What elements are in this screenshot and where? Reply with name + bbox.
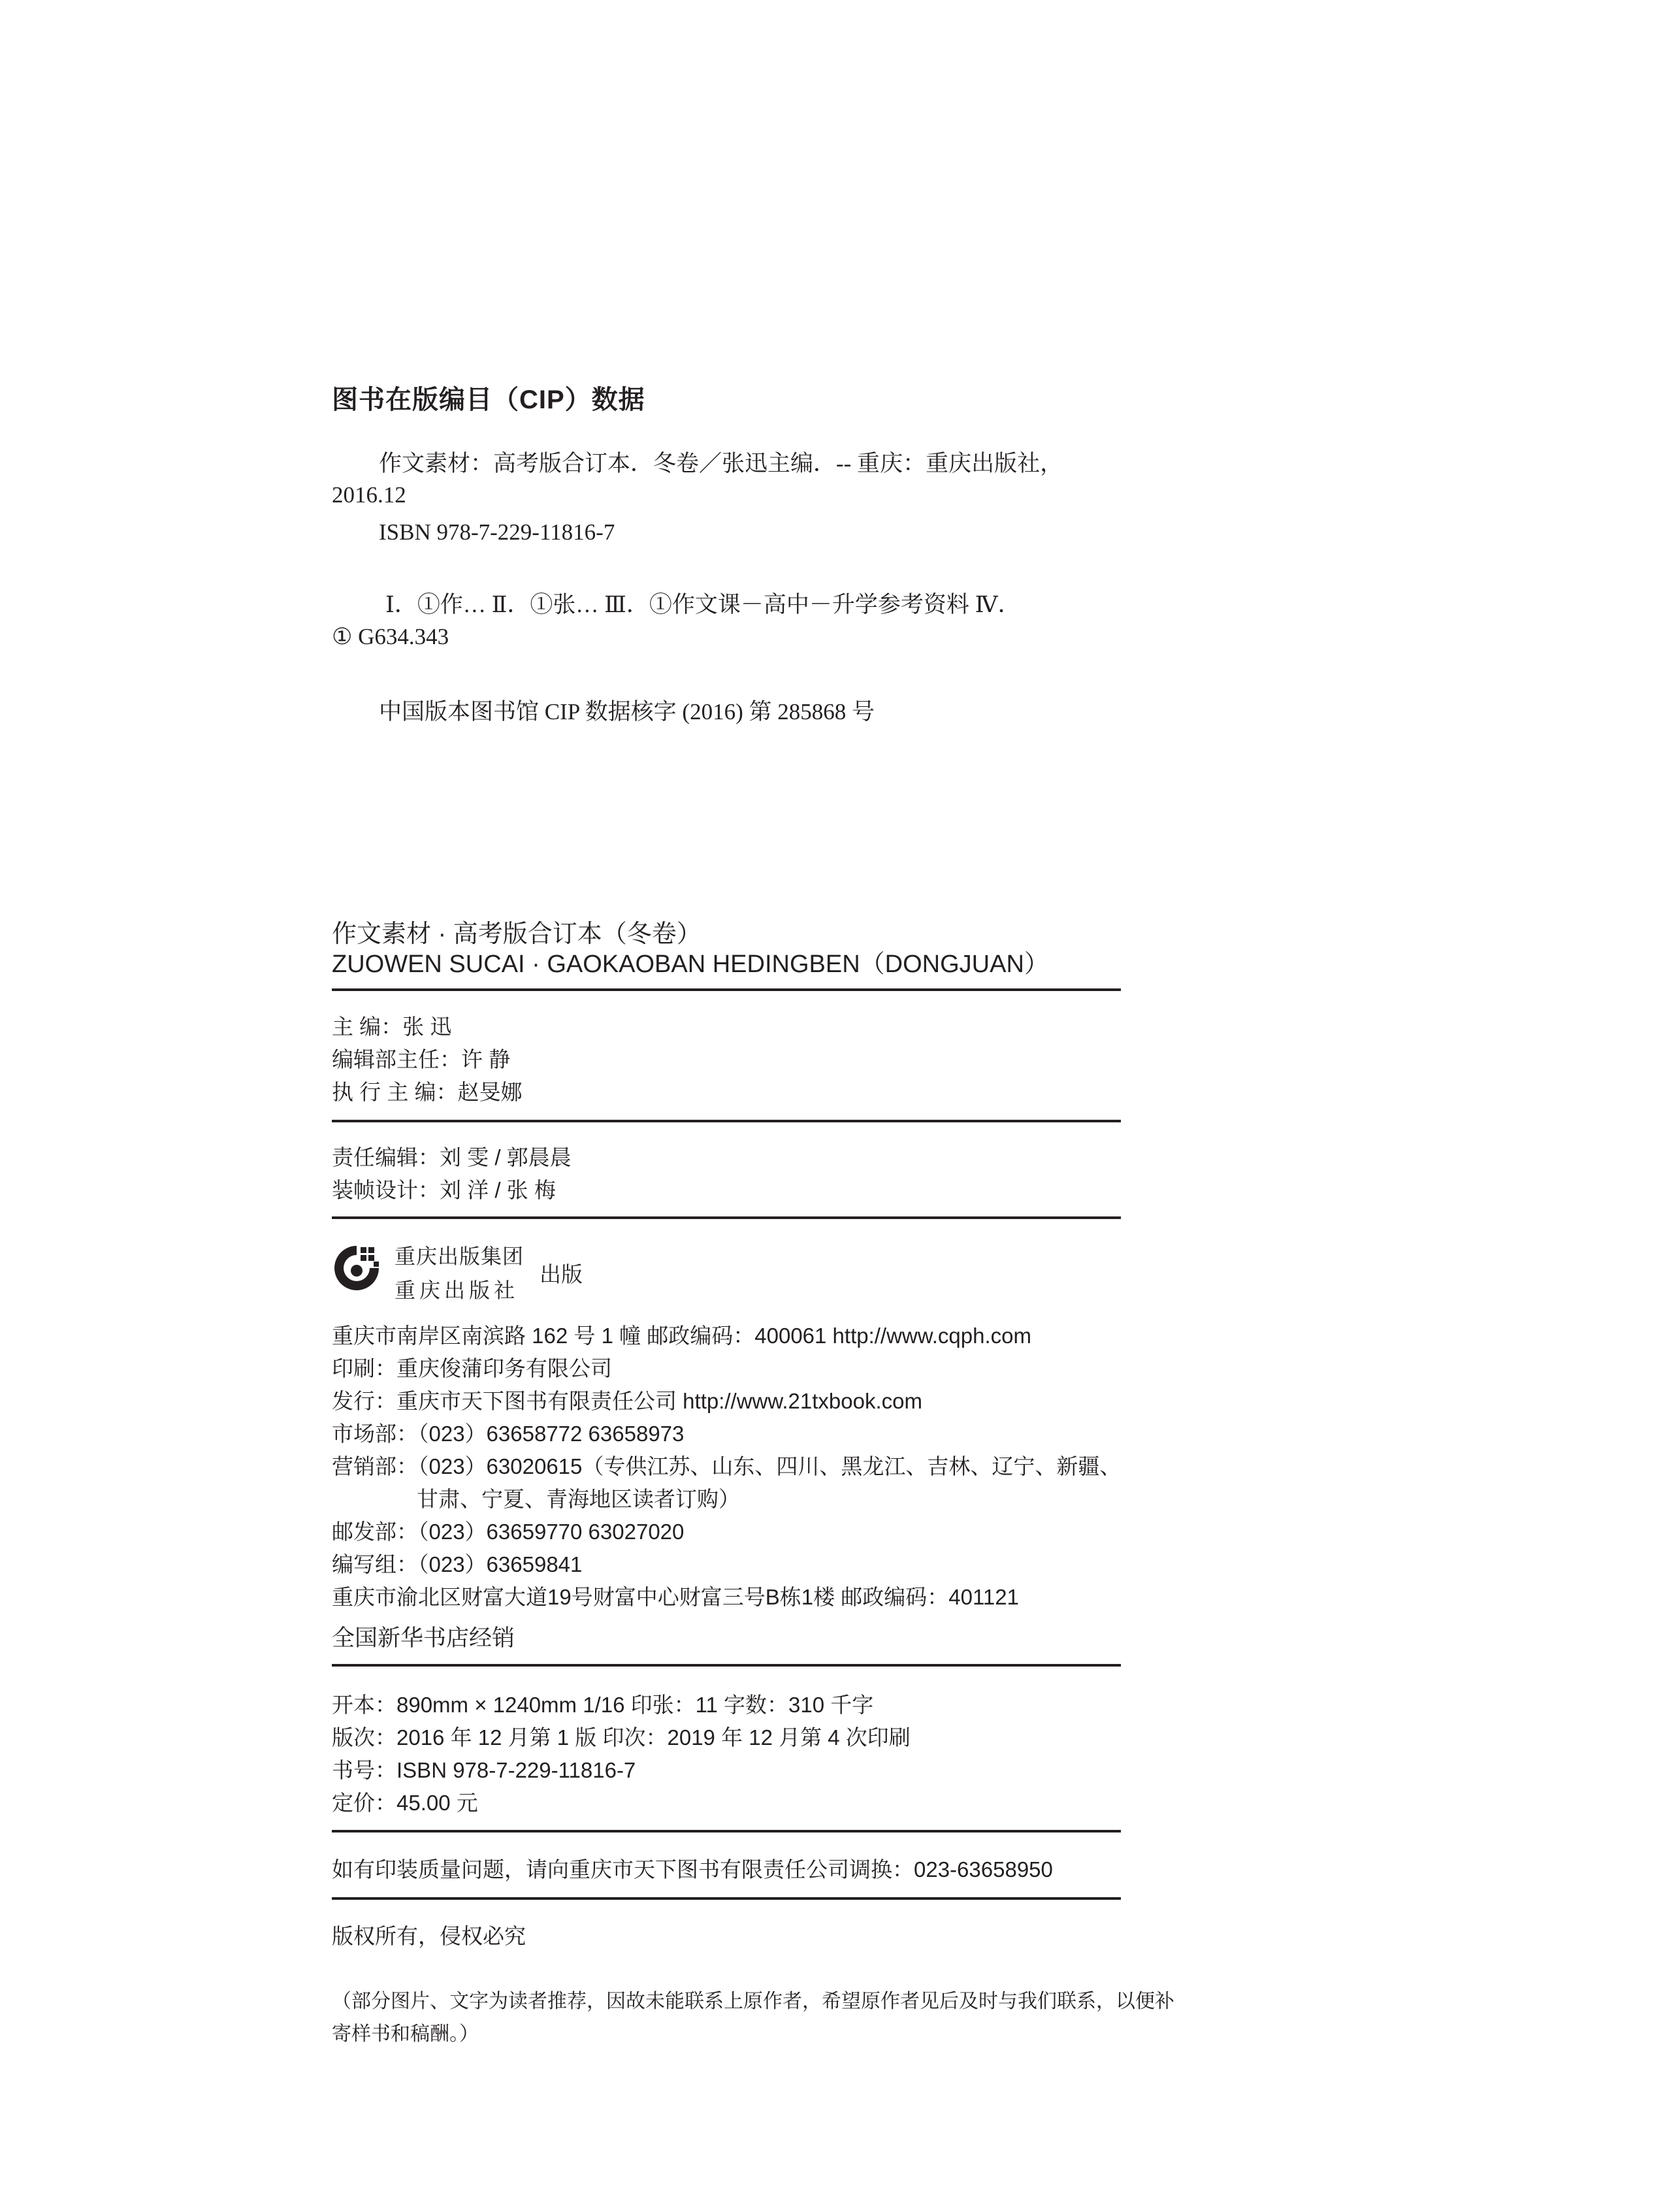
- cip-isbn-line: ISBN 978-7-229-11816-7: [379, 519, 615, 545]
- responsible-editor: 责任编辑：刘 雯 / 郭晨晨: [332, 1145, 572, 1169]
- divider: [332, 988, 1121, 991]
- published-label: 出版: [540, 1262, 583, 1286]
- divider: [332, 1120, 1121, 1122]
- cover-designer: 装帧设计：刘 洋 / 张 梅: [332, 1178, 556, 1202]
- cip-record-number: 中国版本图书馆 CIP 数据核字 (2016) 第 285868 号: [379, 699, 875, 725]
- market-dept-phone: 市场部：（023）63658772 63658973: [332, 1422, 685, 1446]
- cip-title-line: 作文素材：高考版合订本．冬卷／张迅主编．-- 重庆：重庆出版社，: [379, 451, 1063, 476]
- executive-editor: 执 行 主 编：赵旻娜: [332, 1080, 523, 1104]
- cip-date-line: 2016.12: [332, 482, 406, 508]
- distribution-note: 全国新华书店经销: [332, 1625, 515, 1651]
- book-format: 开本：890mm × 1240mm 1/16 印张：11 字数：310 千字: [332, 1693, 874, 1717]
- edition-info: 版次：2016 年 12 月第 1 版 印次：2019 年 12 月第 4 次印刷: [332, 1725, 911, 1750]
- sales-dept-regions: 甘肃、宁夏、青海地区读者订购）: [417, 1487, 740, 1511]
- quality-notice: 如有印装质量问题，请向重庆市天下图书有限责任公司调换：023-63658950: [332, 1857, 1053, 1881]
- editorial-director: 编辑部主任：许 静: [332, 1047, 511, 1071]
- book-title-chinese: 作文素材 · 高考版合订本（冬卷）: [332, 920, 702, 948]
- divider: [332, 1897, 1121, 1900]
- price: 定价：45.00 元: [332, 1791, 478, 1815]
- compile-team-phone: 编写组：（023）63659841: [332, 1552, 583, 1576]
- cip-classification-line: Ⅰ．①作… Ⅱ．①张… Ⅲ．①作文课－高中－升学参考资料 Ⅳ．: [385, 592, 1021, 617]
- printer: 印刷：重庆俊蒲印务有限公司: [332, 1356, 612, 1380]
- compile-team-address: 重庆市渝北区财富大道19号财富中心财富三号B栋1楼 邮政编码：401121: [332, 1585, 1019, 1609]
- publisher-logo-icon: [332, 1243, 381, 1293]
- publisher-press-name: 重庆出版社: [395, 1279, 519, 1302]
- publisher-address: 重庆市南岸区南滨路 162 号 1 幢 邮政编码：400061 http://www.cqph.com: [332, 1324, 1032, 1348]
- mail-dept-phone: 邮发部：（023）63659770 63027020: [332, 1520, 685, 1544]
- cip-heading: 图书在版编目（CIP）数据: [332, 385, 645, 414]
- chief-editor: 主 编：张 迅: [332, 1015, 452, 1039]
- cip-classification-code: ① G634.343: [332, 624, 449, 649]
- isbn: 书号：ISBN 978-7-229-11816-7: [332, 1758, 636, 1782]
- reader-note: （部分图片、文字为读者推荐，因故未能联系上原作者，希望原作者见后及时与我们联系，以便补: [332, 1991, 1174, 2012]
- divider: [332, 1216, 1121, 1219]
- reader-note-continued: 寄样书和稿酬。）: [332, 2023, 479, 2045]
- sales-dept-phone: 营销部：（023）63020615（专供江苏、山东、四川、黑龙江、吉林、辽宁、新疆、: [332, 1454, 1122, 1478]
- divider: [332, 1664, 1121, 1667]
- divider: [332, 1830, 1121, 1832]
- book-title-pinyin: ZUOWEN SUCAI · GAOKAOBAN HEDINGBEN（DONGJUAN）: [332, 951, 1049, 978]
- copyright-notice: 版权所有，侵权必究: [332, 1924, 526, 1948]
- distributor: 发行：重庆市天下图书有限责任公司 http://www.21txbook.com: [332, 1389, 923, 1413]
- publisher-group-name: 重庆出版集团: [395, 1245, 525, 1268]
